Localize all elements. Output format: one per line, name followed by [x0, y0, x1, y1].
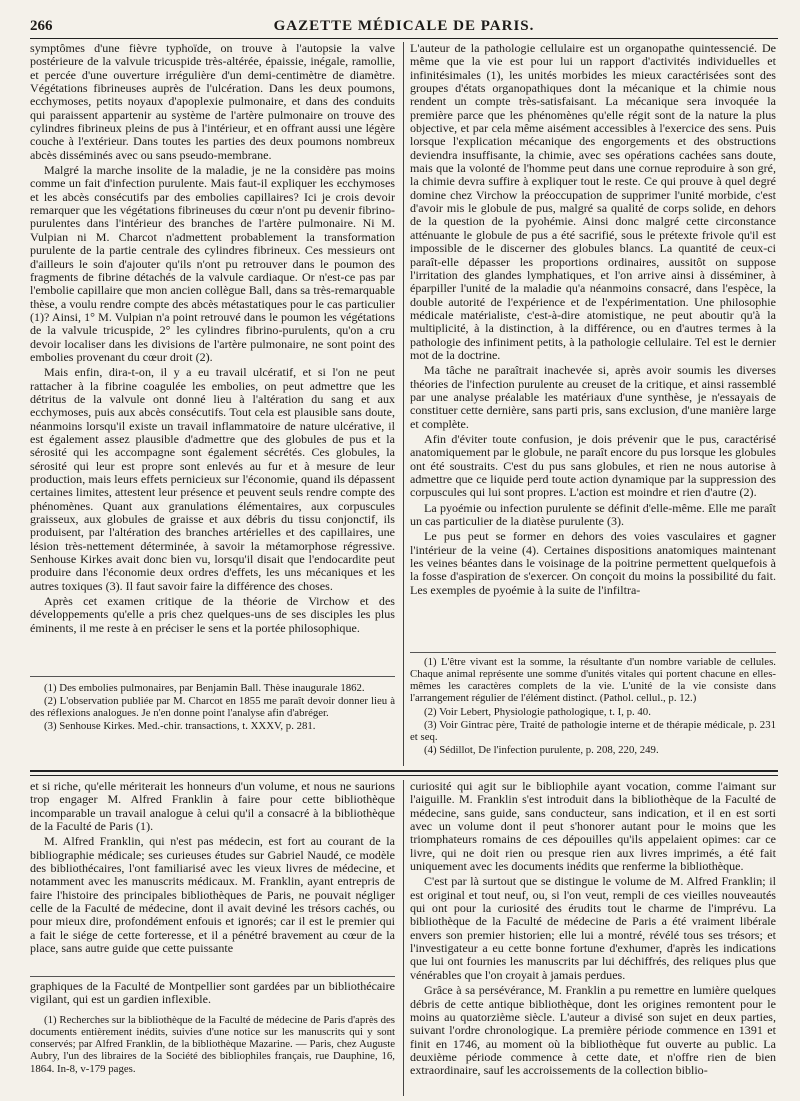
upper-left-column [30, 42, 395, 672]
paragraph: La pyoémie ou infection purulente se définit d'elle-même. Elle me paraît un cas particulier de la diatèse purulente (3). [410, 500, 776, 529]
paragraph: Après cet examen critique de la théorie de Virchow et des développements qu'elle a pris chez quelques-uns de ses disciples les plus éminents, il me reste à en préciser le sens et la portée philosophique. [30, 594, 395, 635]
page-number: 266 [30, 18, 53, 34]
paragraph: symptômes d'une fièvre typhoïde, on trouve à l'autopsie la valve postérieure de la valvule tricuspide très-altérée, épaissie, inégale, ramollie, et percée d'une ouverture irrégulière d'un demi-centimètre de diamètre. Végétations fibrineuses auprès de l'ulcération. Dans les deux poumons, ecchymoses, petits noyaux d'apoplexie pulmonaire, et dans des conduits qui paraissent appartenir au système de l'artère pulmonaire on trouve des cylindres fibrineux pleins de pus à l'intérieur, et en offrant aussi une légère couche à l'extérieur. Dans toutes les parties des deux poumons nombreux abcès disséminés avec ou sans pseudo-membrane. [30, 42, 395, 162]
footnote-rule [30, 676, 395, 677]
paragraph: Grâce à sa persévérance, M. Franklin a pu remettre en lumière quelques débris de cette antique bibliothèque, dont les origines remontent pour le moins au quatorzième siècle. L'auteur a divisé son sujet en deux parties, suivant l'ordre chronologique. La première période commence en 1391 et finit en 1746, au moment où la bibliothèque fut ouverte au public. La deuxième période commence à cette date, et n'offre rien de bien extraordinaire, sauf les accroissements de la collection biblio- [410, 983, 776, 1078]
upper-left-footnotes [30, 682, 395, 766]
paragraph: graphiques de la Faculté de Montpellier sont gardées par un bibliothécaire vigilant, qui est un gardien inflexible. [30, 980, 395, 1007]
footnote: (3) Voir Gintrac père, Traité de pathologie interne et de thérapie médicale, p. 231 et seq. [410, 718, 776, 743]
header-rule [30, 38, 778, 39]
paragraph: curiosité qui agit sur le bibliophile ayant vocation, comme l'aimant sur l'aiguille. M. Franklin s'est introduit dans la bibliothèque de la Faculté de médecine, sans guide, sans conducteur, sans indication, et il en est sorti avec un volume dont il peut s'honorer autant pour le moins que les triomphateurs romains de ces dépouilles qu'ils appelaient opimes: car ce livre, qui ne doit rien ou presque rien aux livres imprimés, a été fait uniquement avec les documents inédits que renferme la bibliothèque. [410, 780, 776, 874]
page-header [30, 18, 778, 38]
lower-right-column [410, 780, 776, 1096]
paragraph: Malgré la marche insolite de la maladie, je ne la considère pas moins comme un fait d'infection purulente. Mais faut-il expliquer les ecchymoses et les abcès consécutifs par des embolies capillaires? Ici je crois devoir remarquer que les végétations fibrineuses du cœur n'ont pu devenir fibrino-purulentes dans l'intérieur des branches de l'artère pulmonaire. Ni M. Vulpian ni M. Charcot n'admettent probablement la transformation purulente de la partie centrale des cylindres fibrineux. Ces messieurs ont d'ailleurs le soin d'ajouter qu'ils n'ont pu retrouver dans le poumon des fragments de fibrine détachés de la valvule cardiaque. Or n'est-ce pas par l'embolie capillaire que mon ancien collègue Ball, dans sa très-remarquable thèse, a voulu rendre compte des abcès métastatiques pour le cas particulier (1)? Ainsi, 1° M. Vulpian n'a point retrouvé dans le poumon les végétations de la valvule tricuspide, 2° les cylindres fibrino-purulents, qu'on a cru devoir localiser dans les divisions de l'artère pulmonaire, ne sont point des embolies provenant du cœur droit (2). [30, 163, 395, 364]
footnote-rule [410, 652, 776, 653]
paragraph: M. Alfred Franklin, qui n'est pas médecin, est fort au courant de la bibliographie médicale; ses curieuses études sur Gabriel Naudé, ce modèle des bibliothécaires, l'ont familiarisé avec les vieux livres de médecine, et notamment avec les manuscrits médicaux. M. Franklin, ayant entrepris de faire l'histoire des principales bibliothèques de Paris, ne pouvait négliger celle de la Faculté de médecine, dont il avait deviné les trésors cachés, ou pour mieux dire, profondément enfouis et ignorés; car il est le premier qui a fait le siége de cette forteresse, et il a pénétré bravement au cœur de la place, sans autre guide que cette puissante [30, 834, 395, 956]
footnote: (4) Sédillot, De l'infection purulente, p. 208, 220, 249. [424, 744, 659, 757]
footnote: (1) Recherches sur la bibliothèque de la Faculté de médecine de Paris d'après des documents entièrement inédits, suivies d'une notice sur les manuscrits qui y sont conservés; par Alfred Franklin, de la bibliothèque Mazarine. — Paris, chez Auguste Aubry, l'un des libraires de la Société des bibliophiles français, rue Dauphine, 16, 1864. In-8, v-179 pages. [30, 1014, 395, 1075]
paragraph: Mais enfin, dira-t-on, il y a eu travail ulcératif, et si l'on ne peut rattacher à la fibrine coagulée les embolies, on peut admettre que les détritus de la valvule ont donné lieu à l'altération du sang et aux ecchymoses, puis aux abcès consécutifs. Tout cela est plausible sans doute, néanmoins lorsqu'il existe un travail inflammatoire de nature ulcérative, il est également assez plausible d'admettre que des globules de pus et la sérosité qui les accompagne sont également sécrétés. Ces globules, la sérosité qui leur est propre sont enlevés au fur et à mesure de leur production, mais leurs effets pernicieux sur l'économie, quand ils dépassent certaines limites, attestent leur présence et peuvent seuls rendre compte des phénomènes. Quant aux granulations élémentaires, aux corpuscules graisseux, aux globules de graisse et aux débris du tissu conjonctif, ils produisent, par l'altération des branches artérielles et des capillaires, une lésion très-nettement déterminée, à savoir la métamorphose régressive. Senhouse Kirkes avait donc bien vu, lorsqu'il disait que l'endocardite peut produire dans l'économie deux ordres d'effets, les uns mécaniques et les autres toxiques (3). Il faut savoir faire la différence des choses. [30, 365, 395, 593]
paragraph: Afin d'éviter toute confusion, je dois prévenir que le pus, caractérisé anatomiquement par le globule, ne paraît encore du pus lorsque les globules ont été soustraits. C'est du pus sans globules, et rien ne nous autorise à admettre que ce liquide perd toute action dynamique par la suppression des corpuscules qui lui sont propres. L'action est moindre et rien d'autre (2). [410, 431, 776, 500]
lower-left-footnotes [30, 1014, 395, 1094]
insert-rule [30, 976, 395, 977]
column-divider-upper [403, 42, 404, 766]
masthead-title: GAZETTE MÉDICALE DE PARIS. [273, 18, 535, 34]
lower-left-continuation [30, 980, 395, 1010]
paragraph: Le pus peut se former en dehors des voies vasculaires et gagner l'intérieur de la veine (4). Certaines dispositions anatomiques maintenant les veines béantes dans le voisinage de la poitrine permettent quelquefois à la fosse d'aspiration de s'exercer. On conçoit du moins la possibilité du fait. Les exemples de pyoémie à la suite de l'infiltra- [410, 529, 776, 597]
footnote: (2) L'observation publiée par M. Charcot en 1855 me paraît devoir donner lieu à des réflexions analogues. Je n'en donne point l'analyse afin d'abréger. [30, 695, 395, 720]
column-divider-lower [403, 780, 404, 1096]
paragraph: C'est par là surtout que se distingue le volume de M. Alfred Franklin; il est original et tout neuf, ou, si l'on veut, rempli de ces vieilles nouveautés qui ont pour la curiosité des érudits tout le charme de l'imprévu. La bibliothèque de la Faculté de médecine de Paris a été vraiment libérale envers son premier historien; elle lui a montré, révélé tous ses trésors; et l'investigateur a eu cette bonne fortune d'exhumer, d'après les indications que lui ont fournies les manuscrits par lui déchiffrés, des reliques plus que vénérables que l'on croyait à jamais perdues. [410, 874, 776, 982]
upper-right-footnotes [410, 656, 776, 766]
paragraph: Ma tâche ne paraîtrait inachevée si, après avoir soumis les diverses théories de l'infection purulente au creuset de la critique, et ainsi rassemblé par une analyse préalable les matériaux d'une synthèse, je n'essayais de constituer cette dernière, sans parti pris, sans exclusion, d'une manière large et complète. [410, 363, 776, 431]
lower-left-column [30, 780, 395, 973]
paragraph: et si riche, qu'elle mériterait les honneurs d'un volume, et nous ne saurions trop engager M. Alfred Franklin à faire pour cette bibliothèque incomparable un travail analogue à celui qu'il a consacré à la bibliothèque de la Faculté de Paris (1). [30, 780, 395, 834]
footnote: (1) L'être vivant est la somme, la résultante d'un nombre variable de cellules. Chaque animal représente une somme d'unités vitales qui portent chacune en elles-mêmes les caractères complets de la vie. L'unité de la vie consiste dans l'arrangement régulier de l'élément distinct. (Pathol. cellul., p. 12.) [410, 656, 776, 705]
section-rule-thin [30, 775, 778, 776]
footnote: (1) Des embolies pulmonaires, par Benjamin Ball. Thèse inaugurale 1862. [44, 682, 365, 694]
footnote: (3) Senhouse Kirkes. Med.-chir. transactions, t. XXXV, p. 281. [44, 720, 316, 733]
paragraph: L'auteur de la pathologie cellulaire est un organopathe quintessencié. De même que la vie est pour lui un rapport d'activités individuelles et infinitésimales (1), les unités morbides les mieux caractérisées sont des groupes d'états organopathiques dont la mécanique et la chimie nous rendent un compte très-satisfaisant. La mécanique sera invoquée la première parce que les phénomènes qu'elle régit sont de la nature la plus objective, et par cela même aisément accessibles à l'exercice des sens. Puis lorsque l'explication mécanique des engorgements et des obstructions deviendra insuffisante, la chimie, avec ses opérations cachées sans doute, mais que la volonté de l'homme peut dans une cornue reproduire à son gré, la chimie devra suffire à expliquer tout le reste. Ce qui prouve à quel degré domine chez Virchow la préoccupation de supprimer l'unité morbide, c'est d'avoir mis le globule de pus, malgré sa qualité de corps solide, en dehors de la question de la pyohémie. Ainsi donc malgré cette circonstance atténuante le globule de pus a été sacrifié, sous le prétexte frivole qu'il est impossible de le discerner des globules blancs. La quantité de ceux-ci paraît-elle dépasser les proportions ordinaires, aussitôt on suppose l'irritation des glandes lymphatiques, et l'on arrive ainsi à disséminer, à éparpiller l'unité de la maladie qu'a néanmoins consacré, dans l'espèce, la double autorité de l'expérience et de l'expérimentation. Une philosophie médicale matérialiste, c'est-à-dire atomistique, ne peut aboutir qu'à la multiplicité, à la distinction, à la différence, ou en d'autres termes à la pathologie des infiniment petits, à la pathologie cellulaire. Tel est le dernier mot de la doctrine. [410, 42, 776, 362]
upper-right-column [410, 42, 776, 646]
section-rule [30, 770, 778, 772]
footnote: (2) Voir Lebert, Physiologie pathologique, t. I, p. 40. [424, 705, 651, 718]
